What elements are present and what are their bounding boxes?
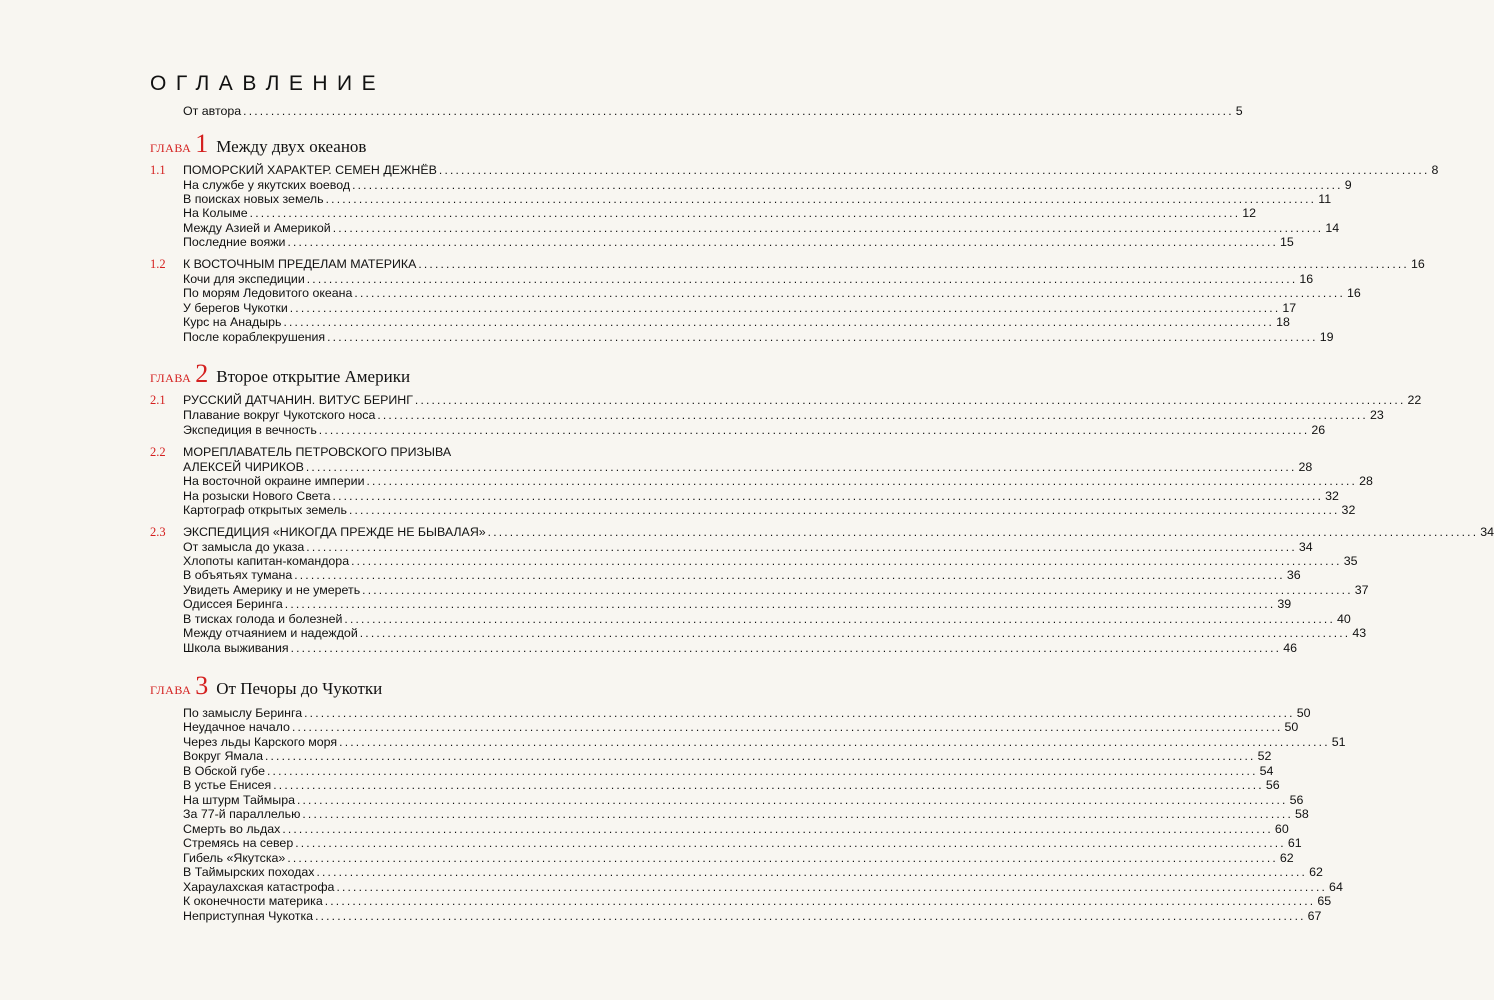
chapter-title: Второе открытие Америки bbox=[216, 367, 411, 386]
toc-entry[interactable] bbox=[183, 764, 1274, 779]
entry-text: Увидеть Америку и не умереть bbox=[183, 583, 361, 597]
page-number: 39 bbox=[1277, 597, 1292, 611]
entry-text: За 77-й параллелью bbox=[183, 807, 301, 821]
dot-leader: ................................................................................................................................................................................... bbox=[318, 423, 1310, 437]
entry-text: В устье Енисея bbox=[183, 778, 272, 792]
chapter-heading-1[interactable] bbox=[150, 131, 366, 161]
toc-entry[interactable] bbox=[183, 807, 1309, 822]
toc-entry[interactable] bbox=[183, 735, 1346, 750]
page-number: 50 bbox=[1296, 706, 1311, 720]
toc-entry[interactable] bbox=[183, 641, 1297, 656]
page-number: 61 bbox=[1287, 836, 1302, 850]
toc-entry[interactable] bbox=[183, 836, 1302, 851]
page-number: 26 bbox=[1311, 423, 1326, 437]
chapter-heading-3[interactable] bbox=[150, 673, 382, 703]
section-title: ЭКСПЕДИЦИЯ «НИКОГДА ПРЕЖДЕ НЕ БЫВАЛАЯ» bbox=[183, 525, 486, 539]
entry-text: Плавание вокруг Чукотского носа bbox=[183, 408, 376, 422]
toc-entry[interactable] bbox=[183, 178, 1352, 193]
page-number: 60 bbox=[1274, 822, 1289, 836]
page-number: 32 bbox=[1341, 503, 1356, 517]
dot-leader: ................................................................................................................................................................................... bbox=[352, 178, 1343, 192]
entry-text: Неудачное начало bbox=[183, 720, 290, 734]
page-number: 64 bbox=[1329, 880, 1343, 894]
entry-text: Экспедиция в вечность bbox=[183, 423, 317, 437]
dot-leader: ................................................................................................................................................................................... bbox=[327, 330, 1318, 344]
page-number: 37 bbox=[1354, 583, 1369, 597]
dot-leader: ................................................................................................................................................................................... bbox=[315, 909, 1306, 923]
toc-entry[interactable] bbox=[183, 778, 1280, 793]
toc-entry[interactable] bbox=[183, 330, 1334, 345]
page-number: 51 bbox=[1331, 735, 1346, 749]
chapter-number: 3 bbox=[195, 671, 209, 700]
toc-entry[interactable] bbox=[183, 192, 1332, 207]
page-number: 36 bbox=[1286, 568, 1301, 582]
toc-entry[interactable] bbox=[183, 540, 1313, 555]
dot-leader: ................................................................................................................................................................................... bbox=[336, 880, 1328, 894]
page-number: 23 bbox=[1369, 408, 1384, 422]
section-heading-1-2[interactable] bbox=[150, 257, 1425, 272]
toc-entry[interactable] bbox=[183, 301, 1297, 316]
entry-text: Курс на Анадырь bbox=[183, 315, 282, 329]
entry-text: В тисках голода и болезней bbox=[183, 612, 343, 626]
entry-text: Смерть во льдах bbox=[183, 822, 281, 836]
dot-leader: ................................................................................................................................................................................... bbox=[351, 554, 1342, 568]
page-number: 50 bbox=[1284, 720, 1299, 734]
dot-leader: ................................................................................................................................................................................... bbox=[332, 489, 1324, 503]
page-number: 40 bbox=[1337, 612, 1351, 626]
entry-text: Стремясь на север bbox=[183, 836, 294, 850]
dot-leader: ................................................................................................................................................................................... bbox=[284, 597, 1276, 611]
dot-leader: ................................................................................................................................................................................... bbox=[348, 503, 1340, 517]
section-title: ПОМОРСКИЙ ХАРАКТЕР. СЕМЕН ДЕЖНЁВ bbox=[183, 163, 437, 177]
entry-text: Между отчаянием и надеждой bbox=[183, 626, 358, 640]
toc-entry[interactable] bbox=[183, 221, 1340, 236]
toc-entry[interactable] bbox=[183, 822, 1289, 837]
page-number: 8 bbox=[1431, 163, 1439, 177]
dot-leader: ................................................................................................................................................................................... bbox=[344, 612, 1335, 626]
toc-entry[interactable] bbox=[183, 272, 1314, 287]
entry-text: На восточной окраине империи bbox=[183, 474, 365, 488]
toc-entry[interactable] bbox=[183, 286, 1361, 301]
page-number: 32 bbox=[1325, 489, 1339, 503]
dot-leader: ................................................................................................................................................................................... bbox=[305, 460, 1297, 474]
section-number: 1.1 bbox=[150, 163, 166, 177]
dot-leader: ................................................................................................................................................................................... bbox=[306, 540, 1297, 554]
toc-entry[interactable] bbox=[183, 851, 1294, 866]
toc-entry[interactable] bbox=[183, 793, 1304, 808]
page-number: 67 bbox=[1307, 909, 1322, 923]
dot-leader: ................................................................................................................................................................................... bbox=[354, 286, 1346, 300]
dot-leader: ................................................................................................................................................................................... bbox=[438, 163, 1430, 177]
page-number: 56 bbox=[1289, 793, 1304, 807]
chapter-number: 2 bbox=[195, 359, 209, 388]
dot-leader: ................................................................................................................................................................................... bbox=[264, 749, 1256, 763]
page-number: 18 bbox=[1276, 315, 1290, 329]
dot-leader: ................................................................................................................................................................................... bbox=[359, 626, 1351, 640]
page-number: 56 bbox=[1265, 778, 1280, 792]
dot-leader: ................................................................................................................................................................................... bbox=[290, 641, 1282, 655]
page-number: 16 bbox=[1347, 286, 1361, 300]
dot-leader: ................................................................................................................................................................................... bbox=[287, 851, 1278, 865]
page-number: 62 bbox=[1309, 865, 1323, 879]
page-number: 58 bbox=[1294, 807, 1309, 821]
page-number: 15 bbox=[1280, 235, 1294, 249]
toc-entry-preface[interactable] bbox=[183, 104, 1243, 119]
dot-leader: ................................................................................................................................................................................... bbox=[325, 192, 1317, 206]
section-heading-2-2-cont[interactable] bbox=[183, 460, 1313, 475]
dot-leader: ................................................................................................................................................................................... bbox=[289, 301, 1281, 315]
page-number: 43 bbox=[1352, 626, 1367, 640]
dot-leader: ................................................................................................................................................................................... bbox=[487, 525, 1479, 539]
entry-text: Неприступная Чукотка bbox=[183, 909, 314, 923]
chapter-number: 1 bbox=[195, 129, 209, 158]
section-number: 1.2 bbox=[150, 257, 166, 271]
chapter-heading-2[interactable] bbox=[150, 361, 410, 391]
dot-leader: ................................................................................................................................................................................... bbox=[324, 894, 1316, 908]
entry-text: На службе у якутских воевод bbox=[183, 178, 351, 192]
chapter-word: ГЛАВА bbox=[150, 683, 192, 697]
toc-entry[interactable] bbox=[183, 706, 1311, 721]
section-title: РУССКИЙ ДАТЧАНИН. ВИТУС БЕРИНГ bbox=[183, 393, 413, 407]
entry-text: В Таймырских походах bbox=[183, 865, 315, 879]
entry-text: Последние вояжи bbox=[183, 235, 286, 249]
page-number: 34 bbox=[1480, 525, 1494, 539]
page-number: 65 bbox=[1317, 894, 1332, 908]
page-number: 46 bbox=[1283, 641, 1297, 655]
toc-entry[interactable] bbox=[183, 612, 1351, 627]
entry-text: Кочи для экспедиции bbox=[183, 272, 305, 286]
page-number: 5 bbox=[1235, 104, 1243, 118]
entry-text: На розыски Нового Света bbox=[183, 489, 331, 503]
toc-entry[interactable] bbox=[183, 503, 1356, 518]
toc-entry[interactable] bbox=[183, 894, 1332, 909]
toc-entry[interactable] bbox=[183, 583, 1369, 598]
page-number: 17 bbox=[1282, 301, 1297, 315]
dot-leader: ................................................................................................................................................................................... bbox=[243, 104, 1234, 118]
page-number: 22 bbox=[1407, 393, 1422, 407]
dot-leader: ................................................................................................................................................................................... bbox=[267, 764, 1258, 778]
section-title: МОРЕПЛАВАТЕЛЬ ПЕТРОВСКОГО ПРИЗЫВА bbox=[183, 445, 452, 459]
toc-entry[interactable] bbox=[183, 909, 1322, 924]
dot-leader: ................................................................................................................................................................................... bbox=[306, 272, 1298, 286]
page-number: 16 bbox=[1299, 272, 1314, 286]
dot-leader: ................................................................................................................................................................................... bbox=[332, 221, 1324, 235]
section-title-cont: АЛЕКСЕЙ ЧИРИКОВ bbox=[183, 460, 304, 474]
entry-text: После кораблекрушения bbox=[183, 330, 326, 344]
entry-text: В поисках новых земель bbox=[183, 192, 324, 206]
entry-text: На Колыме bbox=[183, 206, 248, 220]
section-heading-2-1[interactable] bbox=[150, 393, 1422, 408]
entry-text: Харaулахская катастрофа bbox=[183, 880, 335, 894]
entry-text: Школа выживания bbox=[183, 641, 289, 655]
toc-entry[interactable] bbox=[183, 235, 1294, 250]
chapter-title: Между двух океанов bbox=[216, 137, 367, 156]
toc-entry[interactable] bbox=[183, 626, 1367, 641]
page-number: 62 bbox=[1279, 851, 1294, 865]
toc-entry[interactable] bbox=[183, 554, 1358, 569]
dot-leader: ................................................................................................................................................................................... bbox=[283, 315, 1275, 329]
page-number: 9 bbox=[1344, 178, 1352, 192]
page-number: 54 bbox=[1259, 764, 1274, 778]
entry-text: От замысла до указа bbox=[183, 540, 305, 554]
chapter-title: От Печоры до Чукотки bbox=[216, 679, 383, 698]
entry-text: Хлопоты капитан-командора bbox=[183, 554, 350, 568]
page-number: 16 bbox=[1410, 257, 1425, 271]
entry-text: Через льды Карского моря bbox=[183, 735, 338, 749]
entry-text: Одиссея Беринга bbox=[183, 597, 283, 611]
page-number: 35 bbox=[1343, 554, 1358, 568]
page-number: 12 bbox=[1242, 206, 1257, 220]
section-heading-1-1[interactable] bbox=[150, 163, 1439, 178]
entry-text: По замыслу Беринга bbox=[183, 706, 303, 720]
toc-entry[interactable] bbox=[183, 880, 1343, 895]
page-number: 34 bbox=[1298, 540, 1313, 554]
page-number: 52 bbox=[1257, 749, 1272, 763]
dot-leader: ................................................................................................................................................................................... bbox=[316, 865, 1308, 879]
chapter-word: ГЛАВА bbox=[150, 371, 192, 385]
dot-leader: ................................................................................................................................................................................... bbox=[366, 474, 1358, 488]
dot-leader: ................................................................................................................................................................................... bbox=[287, 235, 1279, 249]
section-number: 2.3 bbox=[150, 525, 166, 539]
page-number: 19 bbox=[1319, 330, 1334, 344]
dot-leader: ................................................................................................................................................................................... bbox=[362, 583, 1353, 597]
toc-entry[interactable] bbox=[183, 489, 1339, 504]
toc-entry[interactable] bbox=[183, 423, 1326, 438]
dot-leader: ................................................................................................................................................................................... bbox=[414, 393, 1406, 407]
dot-leader: ................................................................................................................................................................................... bbox=[291, 720, 1283, 734]
toc-entry[interactable] bbox=[183, 749, 1272, 764]
dot-leader: ................................................................................................................................................................................... bbox=[304, 706, 1295, 720]
entry-text: Между Азией и Америкой bbox=[183, 221, 331, 235]
entry-text: От автора bbox=[183, 104, 242, 118]
toc-entry[interactable] bbox=[183, 568, 1301, 583]
dot-leader: ................................................................................................................................................................................... bbox=[302, 807, 1293, 821]
entry-text: Гибель «Якутска» bbox=[183, 851, 286, 865]
dot-leader: ................................................................................................................................................................................... bbox=[339, 735, 1330, 749]
section-number: 2.2 bbox=[150, 445, 166, 459]
dot-leader: ................................................................................................................................................................................... bbox=[418, 257, 1409, 271]
page-number: 14 bbox=[1325, 221, 1340, 235]
dot-leader: ................................................................................................................................................................................... bbox=[377, 408, 1368, 422]
toc-entry[interactable] bbox=[183, 315, 1290, 330]
section-heading-2-2[interactable] bbox=[150, 445, 667, 460]
entry-text: В объятьях тумана bbox=[183, 568, 293, 582]
toc-entry[interactable] bbox=[183, 597, 1292, 612]
page-number: 11 bbox=[1318, 192, 1332, 206]
entry-text: Картограф открытых земель bbox=[183, 503, 347, 517]
entry-text: На штурм Таймыра bbox=[183, 793, 295, 807]
page-number: 28 bbox=[1298, 460, 1313, 474]
dot-leader: ................................................................................................................................................................................... bbox=[295, 836, 1286, 850]
section-heading-2-3[interactable] bbox=[150, 525, 1494, 540]
section-number: 2.1 bbox=[150, 393, 166, 407]
toc-title: ОГЛАВЛЕНИЕ bbox=[150, 72, 386, 95]
section-title: К ВОСТОЧНЫМ ПРЕДЕЛАМ МАТЕРИКА bbox=[183, 257, 417, 271]
entry-text: К оконечности материка bbox=[183, 894, 323, 908]
entry-text: У берегов Чукотки bbox=[183, 301, 288, 315]
chapter-word: ГЛАВА bbox=[150, 141, 192, 155]
page-number: 28 bbox=[1359, 474, 1373, 488]
dot-leader: ................................................................................................................................................................................... bbox=[249, 206, 1241, 220]
toc-entry[interactable] bbox=[183, 720, 1299, 735]
entry-text: В Обской губе bbox=[183, 764, 266, 778]
toc-entry[interactable] bbox=[183, 408, 1384, 423]
dot-leader: ................................................................................................................................................................................... bbox=[282, 822, 1273, 836]
dot-leader: ................................................................................................................................................................................... bbox=[296, 793, 1288, 807]
dot-leader: ................................................................................................................................................................................... bbox=[294, 568, 1285, 582]
entry-text: По морям Ледовитого океана bbox=[183, 286, 353, 300]
dot-leader: ................................................................................................................................................................................... bbox=[273, 778, 1264, 792]
entry-text: Вокруг Ямала bbox=[183, 749, 263, 763]
toc-entry[interactable] bbox=[183, 865, 1323, 880]
toc-entry[interactable] bbox=[183, 474, 1373, 489]
toc-entry[interactable] bbox=[183, 206, 1257, 221]
